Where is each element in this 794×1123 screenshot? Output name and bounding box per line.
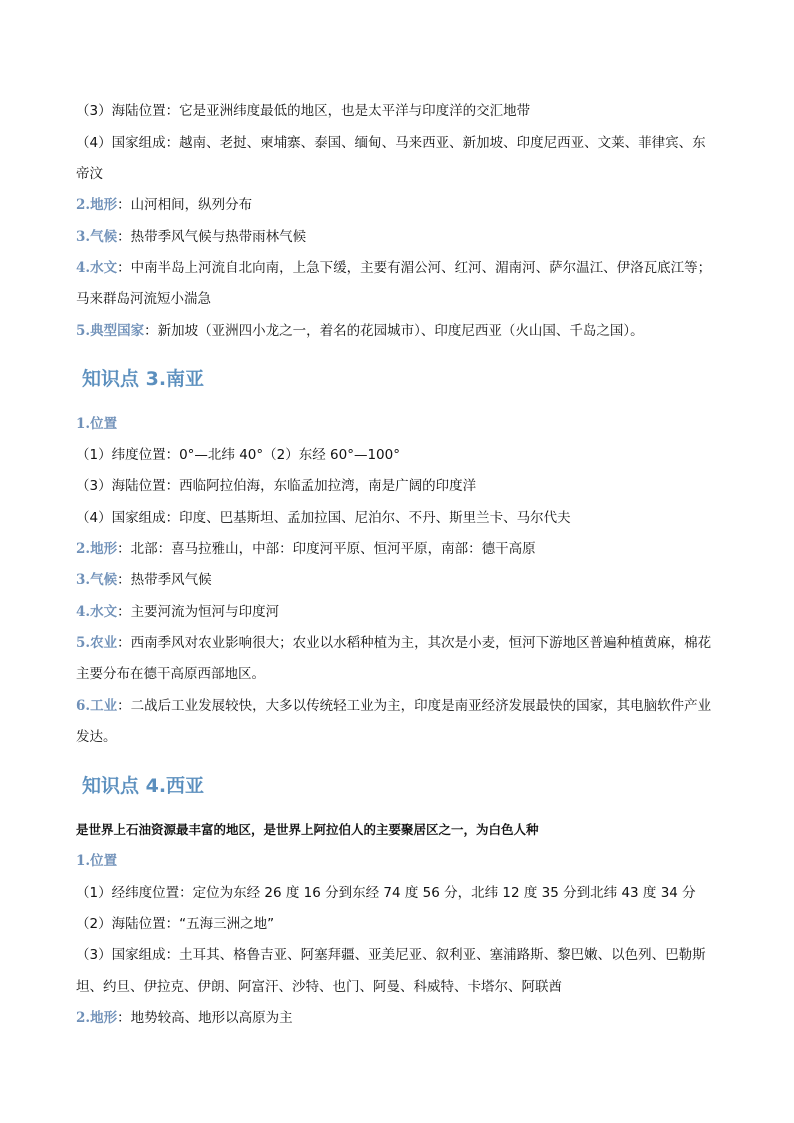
terrain-text: ：山河相间，纵列分布 — [117, 197, 253, 213]
hydrology-line — [76, 258, 726, 278]
agriculture-text: ：西南季风对农业影响很大；农业以水稻种植为主，其次是小麦，恒河下游地区普遍种植黄麻，棉花 — [117, 635, 712, 651]
climate-text: ：热带季风气候与热带雨林气候 — [117, 229, 307, 245]
climate-line — [76, 570, 726, 590]
position-label-line — [76, 851, 726, 871]
countries-line: （4）国家组成：越南、老挝、柬埔寨、泰国、缅甸、马来西亚、新加坡、印度尼西亚、文莱、菲律宾、东 — [76, 135, 706, 151]
terrain-line — [76, 539, 726, 559]
terrain-label: 2.地形 — [76, 1010, 118, 1026]
countries-line-cont: 帝汶 — [76, 166, 103, 182]
lat-long-line: （1）经纬度位置：定位为东经 26 度 16 分到东经 74 度 56 分，北纬 12 度 35 分到北纬 43 度 34 分 — [76, 885, 696, 901]
countries-line: （3）国家组成：土耳其、格鲁吉亚、阿塞拜疆、亚美尼亚、叙利亚、塞浦路斯、黎巴嫩、以色列、巴勒斯 — [76, 947, 706, 963]
position-label: 1.位置 — [76, 416, 118, 432]
hydrology-text: ：主要河流为恒河与印度河 — [117, 604, 280, 620]
countries-line-cont: 坦、约旦、伊拉克、伊朗、阿富汗、沙特、也门、阿曼、科威特、卡塔尔、阿联酋 — [76, 979, 562, 995]
terrain-label: 2.地形 — [76, 197, 118, 213]
position-label-line — [76, 414, 726, 434]
sea-land-position-line: （3）海陆位置：它是亚洲纬度最低的地区，也是太平洋与印度洋的交汇地带 — [76, 103, 531, 119]
section-heading-west-asia: 知识点 4.西亚 — [82, 775, 205, 797]
agriculture-line — [76, 633, 726, 653]
west-asia-intro: 是世界上石油资源最丰富的地区，是世界上阿拉伯人的主要聚居区之一，为白色人种 — [76, 822, 539, 837]
climate-line — [76, 227, 726, 247]
hydrology-label: 4.水文 — [76, 260, 118, 276]
hydrology-line-cont: 马来群岛河流短小湍急 — [76, 291, 211, 307]
hydrology-label: 4.水文 — [76, 604, 118, 620]
position-label: 1.位置 — [76, 853, 118, 869]
typical-country-line — [76, 321, 726, 341]
hydrology-text: ：中南半岛上河流自北向南，上急下缓，主要有湄公河、红河、湄南河、萨尔温江、伊洛瓦底江等； — [117, 260, 712, 276]
typical-country-label: 5.典型国家 — [76, 323, 145, 339]
sea-land-position-line: （2）海陆位置：“五海三洲之地” — [76, 916, 275, 932]
sea-land-position-line: （3）海陆位置：西临阿拉伯海，东临孟加拉湾，南是广阔的印度洋 — [76, 478, 477, 494]
terrain-line — [76, 195, 726, 215]
terrain-text: ：地势较高、地形以高原为主 — [117, 1010, 293, 1026]
industry-line — [76, 696, 726, 716]
countries-line: （4）国家组成：印度、巴基斯坦、孟加拉国、尼泊尔、不丹、斯里兰卡、马尔代夫 — [76, 510, 571, 526]
terrain-text: ：北部：喜马拉雅山，中部：印度河平原、恒河平原，南部：德干高原 — [117, 541, 536, 557]
industry-text: ：二战后工业发展较快，大多以传统轻工业为主，印度是南亚经济发展最快的国家，其电脑软件产业 — [117, 698, 712, 714]
terrain-label: 2.地形 — [76, 541, 118, 557]
typical-country-text: ：新加坡（亚洲四小龙之一，着名的花园城市）、印度尼西亚（火山国、千岛之国）。 — [144, 323, 644, 339]
industry-line-cont: 发达。 — [76, 729, 117, 745]
hydrology-line — [76, 602, 726, 622]
agriculture-line-cont: 主要分布在德干高原西部地区。 — [76, 666, 265, 682]
terrain-line — [76, 1008, 726, 1028]
climate-label: 3.气候 — [76, 572, 118, 588]
climate-label: 3.气候 — [76, 229, 118, 245]
climate-text: ：热带季风气候 — [117, 572, 212, 588]
latitude-line: （1）纬度位置：0°—北纬 40°（2）东经 60°—100° — [76, 447, 400, 463]
agriculture-label: 5.农业 — [76, 635, 118, 651]
section-heading-south-asia: 知识点 3.南亚 — [82, 368, 205, 390]
industry-label: 6.工业 — [76, 698, 118, 714]
